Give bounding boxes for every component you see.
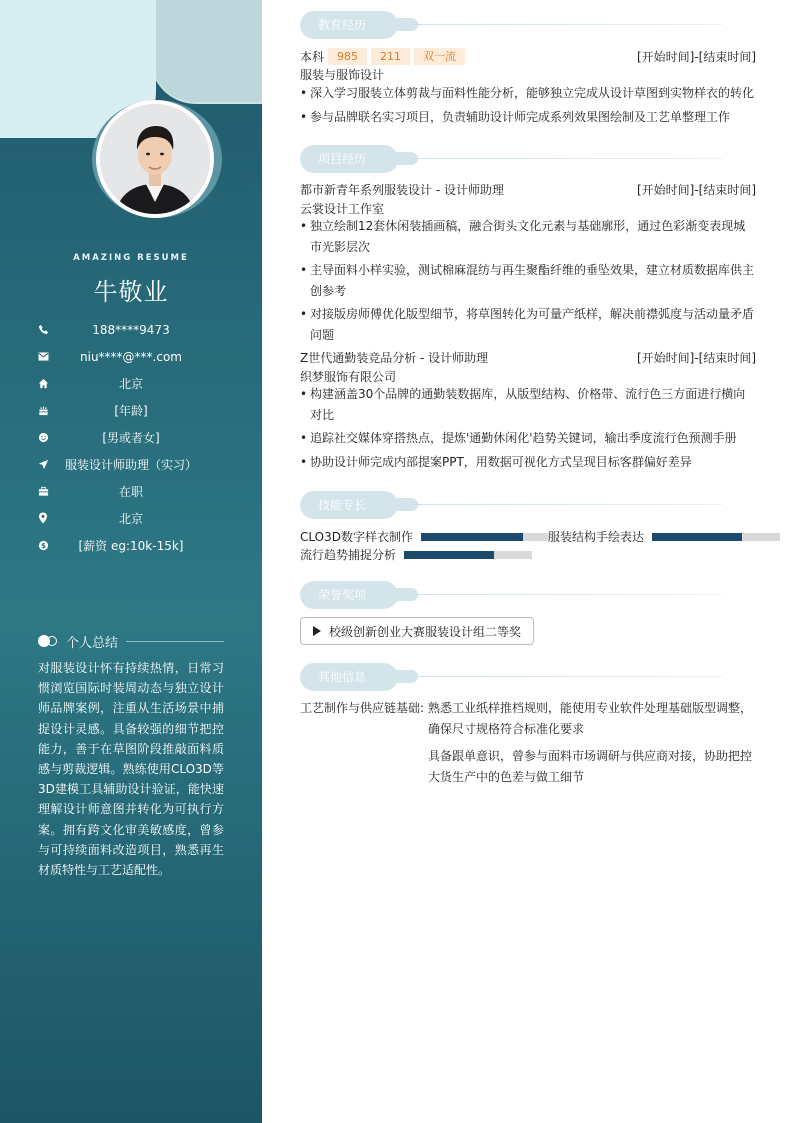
skill-bar [652, 533, 780, 541]
location-pin-icon [36, 511, 50, 525]
skill-item [300, 546, 532, 563]
summary-text: 对服装设计怀有持续热情，日常习惯浏览国际时装周动态与独立设计师品牌案例，注重从生活场景中捕捉设计灵感。具备较强的细节把控能力，善于在草图阶段推敲面料质感与剪裁逻辑。熟练使用CLO3D等3D建模工具辅助设计验证，能快速理解设计师意图并转化为可执行方案。拥有跨文化审美敏感度，曾参与可持续面料改造项目，熟悉再生材质特性与工艺适配性。 [38, 661, 224, 878]
education-degree-row [300, 48, 465, 65]
section-title: 荣誉奖项 [300, 581, 398, 609]
section-title: 项目经历 [300, 145, 398, 173]
resume-tagline: AMAZING RESUME [73, 253, 189, 263]
tag-badge: 985 [328, 48, 367, 65]
skill-bar-fill [421, 533, 523, 541]
project-org: 云裳设计工作室 [300, 202, 385, 216]
section-header-projects [300, 145, 730, 173]
project-time: [开始时间]-[结束时间] [636, 183, 756, 197]
contact-value: 北京 [118, 377, 143, 391]
contact-position [36, 451, 226, 478]
section-title: 技能专长 [300, 491, 398, 519]
project-title: 都市新青年系列服装设计 - 设计师助理 [300, 183, 504, 197]
divider [408, 24, 722, 25]
contact-value: niu****@***.com [80, 349, 182, 364]
education-degree: 本科 [300, 49, 325, 64]
tag-badge: 211 [371, 48, 410, 65]
phone-icon [36, 322, 50, 336]
candidate-name: 牛敬业 [93, 278, 169, 306]
project-header [300, 349, 756, 366]
mail-icon [36, 349, 50, 363]
smiley-icon [36, 430, 50, 444]
contact-value: [薪资 eg:10k-15k] [78, 539, 184, 553]
skill-item [300, 528, 549, 545]
contact-salary [36, 532, 226, 559]
avatar-photo [100, 104, 210, 214]
other-text: 熟悉工业纸样推档规则，能使用专业软件处理基础版型调整，确保尺寸规格符合标准化要求 [428, 701, 753, 736]
divider [408, 676, 722, 677]
list-item: • 对接版房师傅优化版型细节，将草图转化为可量产纸样，解决前襟弧度与活动量矛盾问题 [300, 304, 756, 346]
briefcase-icon [36, 484, 50, 498]
contact-gender [36, 424, 226, 451]
list-item: • 独立绘制12套休闲装插画稿，融合街头文化元素与基础廓形，通过色彩渐变表现城市光影层次 [300, 216, 756, 258]
send-icon [36, 457, 50, 471]
tag-badge: 双一流 [414, 48, 465, 65]
other-text: 具备跟单意识，曾参与面料市场调研与供应商对接，协助把控大货生产中的色差与做工细节 [428, 749, 753, 784]
circles-icon [38, 634, 60, 648]
skill-name: 服装结构手绘表达 [548, 530, 645, 544]
summary-heading [38, 631, 224, 651]
contact-value: 服装设计师助理（实习） [64, 458, 197, 472]
divider [408, 594, 722, 595]
skill-name: CLO3D数字样衣制作 [300, 530, 413, 544]
contact-value: 在职 [118, 485, 143, 499]
sidebar [0, 0, 262, 1123]
cake-icon [36, 403, 50, 417]
contact-value: [年龄] [114, 404, 148, 418]
list-item: • 参与品牌联名实习项目，负责辅助设计师完成系列效果图绘制及工艺单整理工作 [300, 107, 756, 128]
award-label: 校级创新创业大赛服装设计组二等奖 [329, 624, 522, 639]
avatar [96, 100, 214, 218]
education-header [300, 47, 756, 65]
contact-status [36, 478, 226, 505]
divider [408, 504, 722, 505]
skill-bar [421, 533, 549, 541]
contact-age [36, 397, 226, 424]
project-title: Z世代通勤装竞品分析 - 设计师助理 [300, 351, 489, 365]
project-org: 织梦服饰有限公司 [300, 370, 397, 384]
main-content [300, 0, 782, 1123]
project-time: [开始时间]-[结束时间] [636, 351, 756, 365]
summary-title: 个人总结 [66, 635, 119, 651]
skill-bar-fill [404, 551, 494, 559]
award-item [300, 617, 534, 645]
money-icon [36, 538, 50, 552]
contact-city [36, 370, 226, 397]
contact-value: 北京 [118, 512, 143, 526]
contact-location [36, 505, 226, 532]
contact-value: 188****9473 [92, 322, 170, 337]
divider [126, 641, 224, 642]
list-item: • 协助设计师完成内部提案PPT，用数据可视化方式呈现目标客群偏好差异 [300, 452, 756, 473]
list-item: • 构建涵盖30个品牌的通勤装数据库，从版型结构、价格带、流行色三方面进行横向对比 [300, 384, 756, 426]
contact-value: [男或者女] [102, 431, 160, 445]
svg-text:$: $ [40, 541, 46, 550]
section-title: 其他信息 [300, 663, 398, 691]
skill-name: 流行趋势捕捉分析 [300, 548, 397, 562]
contact-phone [36, 316, 226, 343]
play-triangle-icon [313, 626, 321, 636]
skill-bar-fill [652, 533, 742, 541]
section-title: 教育经历 [300, 11, 398, 39]
other-label: 工艺制作与供应链基础: [300, 701, 425, 715]
skill-item [548, 528, 780, 545]
section-header-other [300, 663, 730, 691]
education-major: 服装与服饰设计 [300, 68, 385, 82]
contact-list [36, 316, 226, 559]
home-icon [36, 376, 50, 390]
divider [408, 158, 722, 159]
list-item: • 主导面料小样实验，测试棉麻混纺与再生聚酯纤维的垂坠效果，建立材质数据库供主创参考 [300, 260, 756, 302]
section-header-skills [300, 491, 730, 519]
section-header-education [300, 11, 730, 39]
education-time: [开始时间]-[结束时间] [636, 49, 756, 64]
skill-bar [404, 551, 532, 559]
project-header [300, 181, 756, 198]
list-item: • 深入学习服装立体剪裁与面料性能分析，能够独立完成从设计草图到实物样衣的转化 [300, 83, 756, 104]
section-header-awards [300, 581, 730, 609]
list-item: • 追踪社交媒体穿搭热点，提炼'通勤休闲化'趋势关键词，输出季度流行色预测手册 [300, 428, 756, 449]
decor-shape [152, 0, 262, 102]
contact-email [36, 343, 226, 370]
